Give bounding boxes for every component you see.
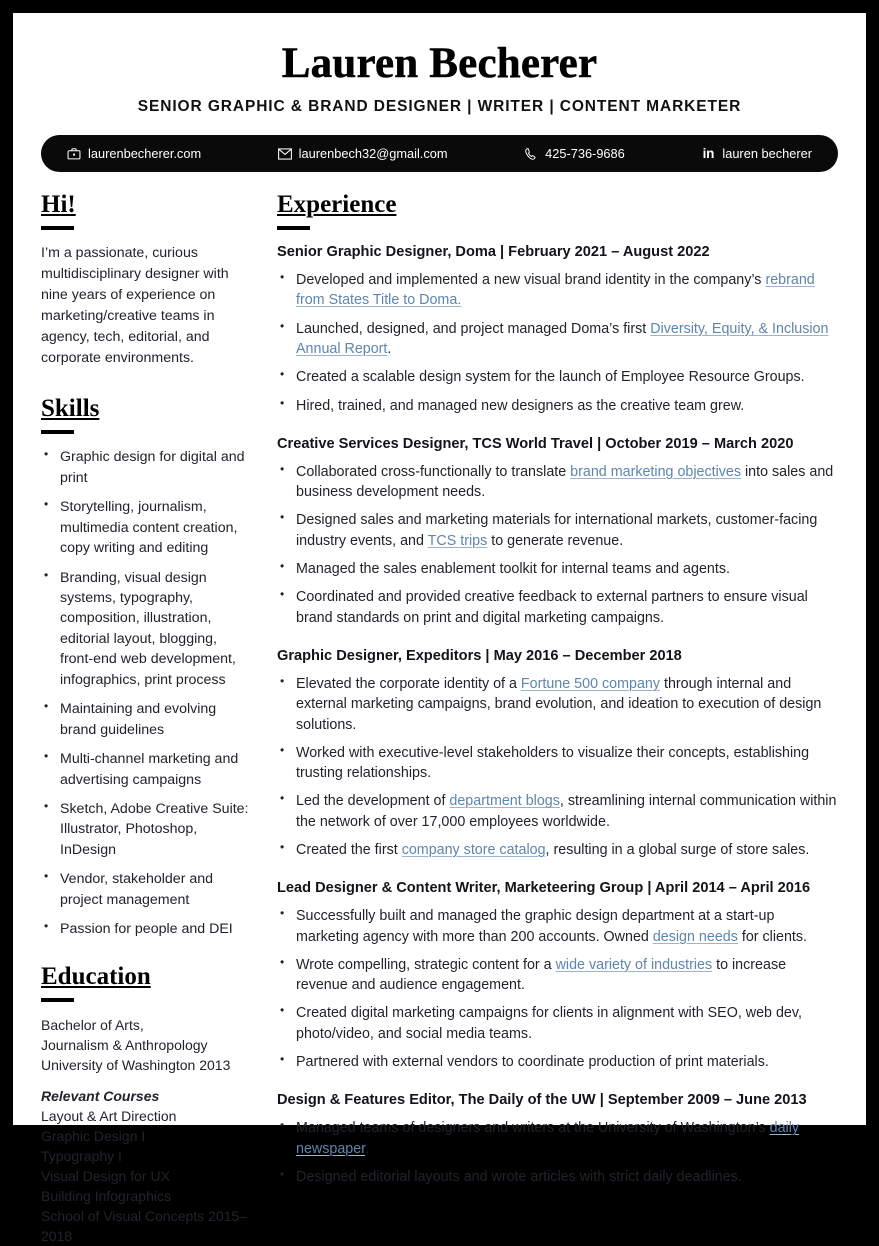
skill-item: • Vendor, stakeholder and project management — [41, 869, 251, 910]
job-bullet: • Partnered with external vendors to coordinate production of print materials. — [277, 1052, 838, 1072]
contact-item-briefcase[interactable] — [67, 146, 201, 161]
inline-link[interactable]: department blogs — [449, 793, 560, 810]
inline-link[interactable]: brand marketing objectives — [570, 463, 742, 480]
course-item: School of Visual Concepts 2015–2018 — [41, 1207, 247, 1244]
inline-link[interactable]: wide variety of industries — [555, 956, 713, 973]
experience-heading: Experience — [277, 191, 397, 219]
skill-item: • Graphic design for digital and print — [41, 447, 251, 488]
job-title: Lead Designer & Content Writer, Marketeering Group | April 2014 – April 2016 — [277, 880, 811, 897]
envelope-icon — [278, 147, 292, 161]
resume-header — [13, 13, 866, 116]
job-bullet: • Led the development of department blogs, streamlining internal communication within the network of over 17,000 employees worldwide. — [277, 791, 838, 832]
job-bullet: • Worked with executive-level stakeholders to visualize their concepts, establishing trusting relationships. — [277, 743, 838, 784]
inline-link[interactable]: rebrand from States Title to Doma. — [296, 272, 815, 309]
job-bullet: • Developed and implemented a new visual brand identity in the company’s rebrand from States Title to Doma. — [277, 270, 838, 311]
skills-section-header — [41, 396, 251, 434]
briefcase-icon — [67, 147, 81, 161]
contact-item-phone[interactable] — [524, 146, 625, 161]
job-bullet-list — [277, 906, 838, 1072]
education-degree-line: Journalism & Anthropology — [41, 1036, 208, 1053]
resume-page — [13, 13, 866, 1244]
job-bullet: • Created a scalable design system for the launch of Employee Resource Groups. — [277, 367, 838, 387]
heading-rule — [41, 998, 74, 1002]
job-entry — [277, 879, 838, 1072]
content-columns — [13, 172, 866, 1246]
skills-heading: Skills — [41, 395, 100, 423]
page-title: Lauren Becherer — [281, 40, 598, 87]
contact-item-envelope[interactable] — [278, 146, 448, 161]
skills-list — [41, 447, 251, 939]
job-bullet-list — [277, 674, 838, 860]
skill-item: • Sketch, Adobe Creative Suite: Illustrator, Photoshop, InDesign — [41, 799, 251, 860]
phone-icon — [524, 147, 538, 161]
sidebar-column — [41, 192, 273, 1246]
job-title: Senior Graphic Designer, Doma | February 2021 – August 2022 — [277, 244, 710, 261]
course-item: Visual Design for UX — [41, 1167, 170, 1184]
experience-section-header — [277, 192, 838, 230]
header-subtitle: SENIOR GRAPHIC & BRAND DESIGNER | WRITER | CONTENT MARKETER — [137, 98, 742, 116]
linkedin-icon: in — [702, 145, 715, 161]
inline-link[interactable]: Fortune 500 company — [520, 675, 661, 692]
course-item: Layout & Art Direction — [41, 1107, 177, 1124]
education-degree-line: Bachelor of Arts, — [41, 1016, 144, 1033]
skill-item: • Passion for people and DEI — [41, 919, 251, 939]
contact-label: 425-736-9686 — [545, 146, 625, 162]
contact-bar — [41, 135, 838, 172]
job-title: Graphic Designer, Expeditors | May 2016 – December 2018 — [277, 647, 682, 664]
experience-column — [273, 192, 838, 1246]
job-bullet: • Designed sales and marketing materials for international markets, customer-facing industry events, and TCS trips to generate revenue. — [277, 510, 838, 551]
job-bullet: • Wrote compelling, strategic content for a wide variety of industries to increase revenue and audience engagement. — [277, 955, 838, 996]
skill-item: • Branding, visual design systems, typography, composition, illustration, editorial layout, blogging, front-end web development, infographics, print process — [41, 568, 251, 691]
job-bullet: • Designed editorial layouts and wrote articles with strict daily deadlines. — [277, 1167, 838, 1187]
job-title: Design & Features Editor, The Daily of the UW | September 2009 – June 2013 — [277, 1092, 807, 1109]
contact-label: laurenbech32@gmail.com — [298, 146, 448, 162]
job-bullet: • Created the first company store catalog, resulting in a global surge of store sales. — [277, 840, 838, 860]
hi-section-header — [41, 192, 251, 230]
course-item: Building Infographics — [41, 1187, 171, 1204]
skill-item: • Maintaining and evolving brand guidelines — [41, 699, 251, 740]
job-title: Creative Services Designer, TCS World Travel | October 2019 – March 2020 — [277, 435, 794, 452]
inline-link[interactable]: Diversity, Equity, & Inclusion Annual Report — [296, 320, 829, 357]
job-bullet: • Launched, designed, and project managed Doma’s first Diversity, Equity, & Inclusion Annual Report. — [277, 319, 838, 360]
hi-heading: Hi! — [41, 191, 76, 219]
inline-link[interactable]: TCS trips — [427, 532, 488, 549]
job-bullet: • Managed teams of designers and writers at the University of Washington’s daily newspaper. — [277, 1118, 838, 1159]
inline-link[interactable]: daily newspaper — [296, 1120, 800, 1157]
contact-label: lauren becherer — [722, 146, 812, 162]
job-bullet: • Elevated the corporate identity of a Fortune 500 company through internal and external marketing campaigns, brand evolution, and ideation to execution of design solutions. — [277, 674, 838, 735]
job-list — [277, 243, 838, 1187]
inline-link[interactable]: company store catalog — [401, 841, 546, 858]
heading-rule — [41, 430, 74, 434]
intro-paragraph: I’m a passionate, curious multidisciplinary designer with nine years of experience on marketing/creative teams in agency, tech, editorial, and corporate environments. — [41, 245, 229, 366]
job-bullet: • Successfully built and managed the graphic design department at a start-up marketing agency with more than 200 accounts. Owned design needs for clients. — [277, 906, 838, 947]
job-bullet: • Hired, trained, and managed new designers as the creative team grew. — [277, 396, 838, 416]
job-entry — [277, 647, 838, 860]
job-bullet-list — [277, 462, 838, 628]
education-section-header — [41, 964, 251, 1002]
job-bullet: • Created digital marketing campaigns for clients in alignment with SEO, web dev, photo/video, and social media teams. — [277, 1003, 838, 1044]
job-bullet: • Collaborated cross-functionally to translate brand marketing objectives into sales and business development needs. — [277, 462, 838, 503]
course-item: Typography I — [41, 1147, 122, 1164]
contact-label: laurenbecherer.com — [88, 146, 202, 162]
heading-rule — [41, 226, 74, 230]
skill-item: • Storytelling, journalism, multimedia content creation, copy writing and editing — [41, 497, 251, 558]
education-degree-line: University of Washington 2013 — [41, 1056, 231, 1073]
education-block — [41, 1015, 251, 1246]
inline-link[interactable]: design needs — [652, 928, 738, 945]
job-bullet: • Coordinated and provided creative feedback to external partners to ensure visual brand standards on print and digital marketing campaigns. — [277, 587, 838, 628]
job-entry — [277, 435, 838, 628]
job-entry — [277, 243, 838, 416]
course-item: Graphic Design I — [41, 1127, 146, 1144]
job-bullet-list — [277, 1118, 838, 1187]
job-bullet: • Managed the sales enablement toolkit for internal teams and agents. — [277, 559, 838, 579]
education-heading: Education — [41, 962, 151, 990]
relevant-courses-heading: Relevant Courses — [41, 1087, 160, 1104]
skill-item: • Multi-channel marketing and advertising campaigns — [41, 749, 251, 790]
job-bullet-list — [277, 270, 838, 416]
contact-item-linkedin[interactable] — [701, 146, 812, 161]
heading-rule — [277, 226, 310, 230]
job-entry — [277, 1091, 838, 1187]
